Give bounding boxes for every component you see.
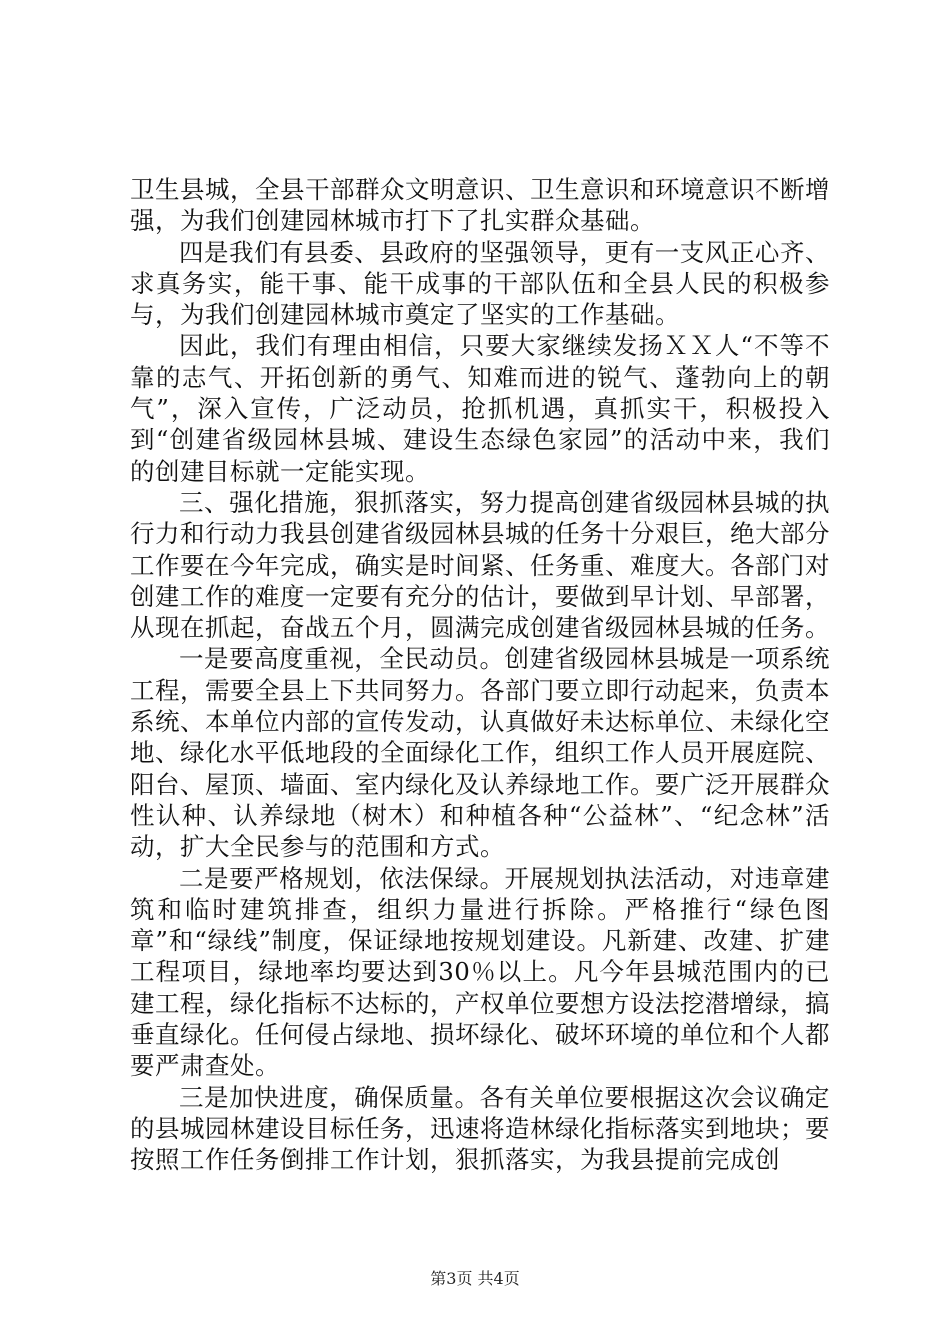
paragraph: 三是加快进度，确保质量。各有关单位要根据这次会议确定的县城园林建设目标任务，迅速将造林绿化指标落实到地块；要按照工作任务倒排工作计划，狠抓落实，为我县提前完成创: [130, 1082, 830, 1175]
page-number-label: 第3页 共4页: [430, 1269, 520, 1288]
section-heading-paragraph: 三、强化措施，狠抓落实，努力提高创建省级园林县城的执行力和行动力我县创建省级园林县城的任务十分艰巨，绝大部分工作要在今年完成，确实是时间紧、任务重、难度大。各部门对创建工作的难度一定要有充分的估计，要做到早计划、早部署，从现在抓起，奋战五个月，圆满完成创建省级园林县城的任务。: [130, 487, 830, 643]
paragraph: 一是要高度重视，全民动员。创建省级园林县城是一项系统工程，需要全县上下共同努力。各部门要立即行动起来，负责本系统、本单位内部的宣传发动，认真做好未达标单位、未绿化空地、绿化水平低地段的全面绿化工作，组织工作人员开展庭院、阳台、屋顶、墙面、室内绿化及认养绿地工作。要广泛开展群众性认种、认养绿地（树木）和种植各种“公益林”、“纪念林”活动，扩大全民参与的范围和方式。: [130, 644, 830, 862]
paragraph: 二是要严格规划，依法保绿。开展规划执法活动，对违章建筑和临时建筑排查，组织力量进行拆除。严格推行“绿色图章”和“绿线”制度，保证绿地按规划建设。凡新建、改建、扩建工程项目，绿地率均要达到30％以上。凡今年县城范围内的已建工程，绿化指标不达标的，产权单位要想方设法挖潜增绿，搞垂直绿化。任何侵占绿地、损坏绿化、破坏环境的单位和个人都要严肃查处。: [130, 863, 830, 1081]
paragraph: 因此，我们有理由相信，只要大家继续发扬ＸＸ人“不等不靠的志气、开拓创新的勇气、知难而进的锐气、蓬勃向上的朝气”，深入宣传，广泛动员，抢抓机遇，真抓实干，积极投入到“创建省级园林县城、建设生态绿色家园”的活动中来，我们的创建目标就一定能实现。: [130, 331, 830, 486]
paragraph-continuation: 卫生县城，全县干部群众文明意识、卫生意识和环境意识不断增强，为我们创建园林城市打下了扎实群众基础。: [130, 175, 830, 236]
page-footer: [0, 1269, 950, 1289]
paragraph: 四是我们有县委、县政府的坚强领导，更有一支风正心齐、求真务实，能干事、能干成事的干部队伍和全县人民的积极参与，为我们创建园林城市奠定了坚实的工作基础。: [130, 237, 830, 330]
document-body: [130, 174, 830, 1176]
